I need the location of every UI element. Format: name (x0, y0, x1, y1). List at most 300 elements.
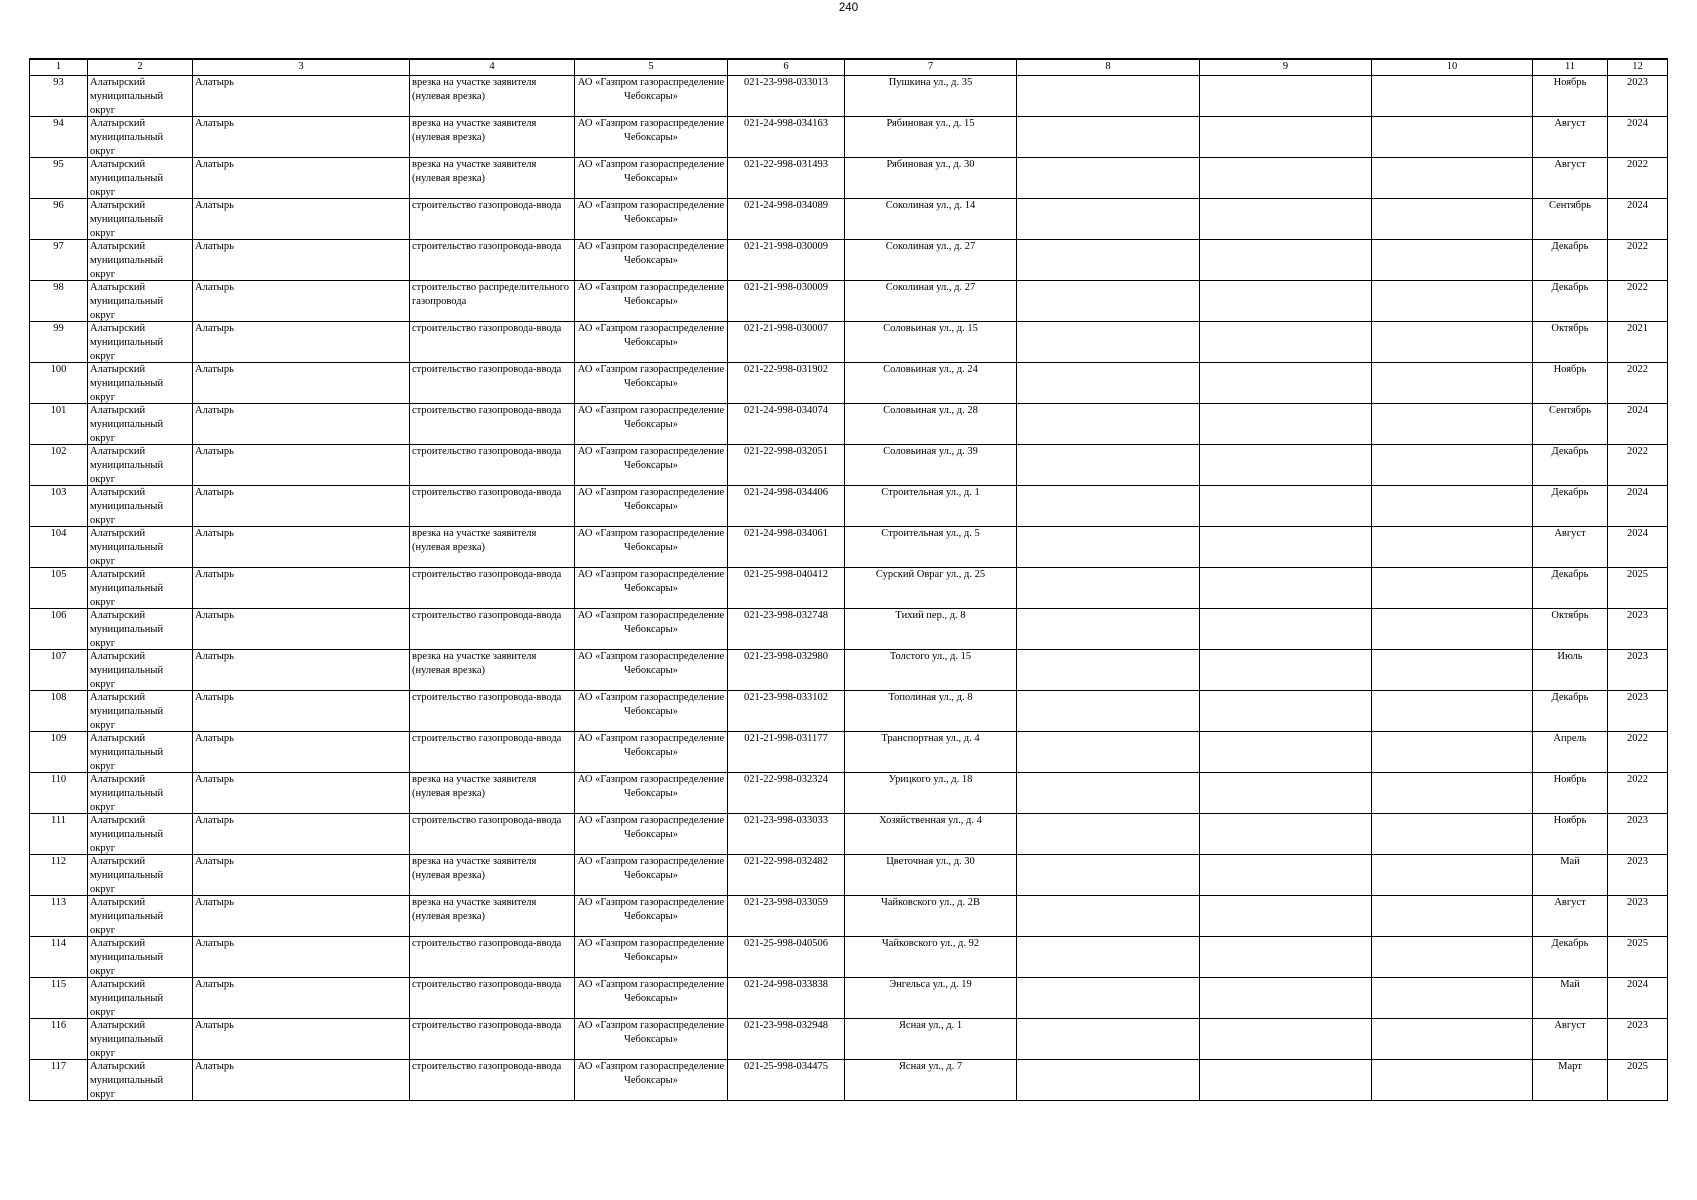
organization-cell-text: АО «Газпром газораспределение Чебоксары» (577, 569, 725, 594)
address-cell (845, 240, 1017, 281)
work-type-cell-text: врезка на участке заявителя (нулевая врезка) (412, 651, 537, 676)
address-cell-text: Тополиная ул., д. 8 (888, 692, 973, 703)
organization-cell (575, 445, 728, 486)
table-row (30, 1019, 1668, 1060)
month-cell (1533, 732, 1608, 773)
table-row (30, 732, 1668, 773)
work-type-cell-text: строительство газопровода-ввода (412, 938, 562, 949)
city-cell (193, 896, 410, 937)
address-cell-text: Строительная ул., д. 1 (881, 487, 980, 498)
city-cell-text: Алатырь (195, 282, 234, 293)
empty-cell-10-text (1374, 240, 1530, 280)
empty-cell-9 (1200, 76, 1372, 117)
row-number-cell-text: 93 (53, 77, 64, 88)
year-cell-text: 2022 (1627, 774, 1648, 785)
empty-cell-8 (1017, 281, 1200, 322)
address-cell-text: Соловьиная ул., д. 15 (883, 323, 978, 334)
district-cell-text: Алатырский муниципальный округ (90, 446, 164, 485)
city-cell (193, 486, 410, 527)
row-number-cell (30, 527, 88, 568)
address-cell-text: Транспортная ул., д. 4 (881, 733, 980, 744)
empty-cell-9 (1200, 937, 1372, 978)
table-row (30, 322, 1668, 363)
empty-cell-8 (1017, 568, 1200, 609)
address-cell (845, 199, 1017, 240)
row-number-cell (30, 978, 88, 1019)
month-cell (1533, 445, 1608, 486)
empty-cell-8-text (1019, 158, 1197, 198)
empty-cell-10-text (1374, 281, 1530, 321)
address-cell-text: Соловьиная ул., д. 24 (883, 364, 978, 375)
empty-cell-10 (1372, 486, 1533, 527)
empty-cell-9-text (1202, 1019, 1369, 1059)
empty-cell-9-text (1202, 527, 1369, 567)
city-cell (193, 650, 410, 691)
empty-cell-9-text (1202, 158, 1369, 198)
empty-cell-10 (1372, 1019, 1533, 1060)
empty-cell-10 (1372, 568, 1533, 609)
row-number-cell-text: 106 (50, 610, 67, 621)
city-cell (193, 1060, 410, 1101)
month-cell (1533, 978, 1608, 1019)
empty-cell-8-text (1019, 773, 1197, 813)
application-code-cell-text: 021-22-998-032482 (744, 856, 828, 867)
work-type-cell-text: строительство газопровода-ввода (412, 323, 562, 334)
city-cell-text: Алатырь (195, 241, 234, 252)
city-cell (193, 732, 410, 773)
empty-cell-8-text (1019, 732, 1197, 772)
year-cell-text: 2024 (1627, 528, 1648, 539)
empty-cell-8-text (1019, 855, 1197, 895)
row-number-cell (30, 445, 88, 486)
month-cell-text: Сентябрь (1548, 200, 1592, 211)
application-code-cell (728, 896, 845, 937)
year-cell (1608, 855, 1668, 896)
city-cell-text: Алатырь (195, 938, 234, 949)
empty-cell-8-text (1019, 1019, 1197, 1059)
empty-cell-10 (1372, 732, 1533, 773)
month-cell-text: Декабрь (1551, 692, 1589, 703)
empty-cell-10 (1372, 937, 1533, 978)
empty-cell-9-text (1202, 855, 1369, 895)
address-cell-text: Ясная ул., д. 7 (898, 1061, 963, 1072)
empty-cell-10-text (1374, 691, 1530, 731)
city-cell (193, 937, 410, 978)
month-cell-text: Май (1560, 979, 1580, 990)
district-cell-text: Алатырский муниципальный округ (90, 774, 164, 813)
work-type-cell (410, 978, 575, 1019)
application-code-cell-text: 021-23-998-033013 (744, 77, 828, 88)
organization-cell (575, 896, 728, 937)
empty-cell-9-text (1202, 76, 1369, 116)
empty-cell-10 (1372, 855, 1533, 896)
organization-cell (575, 568, 728, 609)
month-cell-text: Декабрь (1551, 569, 1589, 580)
table-row (30, 281, 1668, 322)
application-code-cell-text: 021-22-998-031902 (744, 364, 828, 375)
work-type-cell-text: строительство газопровода-ввода (412, 241, 562, 252)
empty-cell-8 (1017, 322, 1200, 363)
column-header: 9 (1200, 59, 1372, 76)
address-cell (845, 732, 1017, 773)
work-type-cell (410, 650, 575, 691)
empty-cell-9 (1200, 281, 1372, 322)
work-type-cell-text: врезка на участке заявителя (нулевая врезка) (412, 118, 537, 143)
application-code-cell (728, 732, 845, 773)
district-cell-text: Алатырский муниципальный округ (90, 528, 164, 567)
city-cell-text: Алатырь (195, 528, 234, 539)
address-cell (845, 609, 1017, 650)
empty-cell-8 (1017, 896, 1200, 937)
organization-cell-text: АО «Газпром газораспределение Чебоксары» (577, 118, 725, 143)
table-row (30, 363, 1668, 404)
empty-cell-10-text (1374, 855, 1530, 895)
application-code-cell-text: 021-24-998-034163 (744, 118, 828, 129)
city-cell (193, 76, 410, 117)
year-cell (1608, 363, 1668, 404)
organization-cell (575, 527, 728, 568)
city-cell-text: Алатырь (195, 610, 234, 621)
organization-cell-text: АО «Газпром газораспределение Чебоксары» (577, 692, 725, 717)
empty-cell-9 (1200, 773, 1372, 814)
work-type-cell (410, 609, 575, 650)
month-cell (1533, 322, 1608, 363)
empty-cell-8-text (1019, 486, 1197, 526)
month-cell (1533, 568, 1608, 609)
work-type-cell (410, 404, 575, 445)
district-cell-text: Алатырский муниципальный округ (90, 856, 164, 895)
empty-cell-9-text (1202, 814, 1369, 854)
organization-cell (575, 281, 728, 322)
district-cell-text: Алатырский муниципальный округ (90, 610, 164, 649)
district-cell (88, 199, 193, 240)
work-type-cell (410, 896, 575, 937)
work-type-cell (410, 363, 575, 404)
empty-cell-8-text (1019, 978, 1197, 1018)
district-cell (88, 281, 193, 322)
month-cell (1533, 486, 1608, 527)
address-cell (845, 650, 1017, 691)
address-cell-text: Цветочная ул., д. 30 (886, 856, 975, 867)
row-number-cell-text: 102 (50, 446, 67, 457)
row-number-cell (30, 568, 88, 609)
work-type-cell (410, 117, 575, 158)
application-code-cell-text: 021-25-998-040506 (744, 938, 828, 949)
year-cell (1608, 158, 1668, 199)
district-cell (88, 404, 193, 445)
month-cell-text: Ноябрь (1553, 815, 1587, 826)
work-type-cell (410, 527, 575, 568)
column-header: 6 (728, 59, 845, 76)
empty-cell-8 (1017, 732, 1200, 773)
year-cell (1608, 814, 1668, 855)
empty-cell-8 (1017, 650, 1200, 691)
city-cell (193, 691, 410, 732)
district-cell-text: Алатырский муниципальный округ (90, 733, 164, 772)
month-cell-text: Апрель (1553, 733, 1587, 744)
year-cell (1608, 732, 1668, 773)
empty-cell-9 (1200, 978, 1372, 1019)
address-cell (845, 1019, 1017, 1060)
work-type-cell (410, 937, 575, 978)
empty-cell-9-text (1202, 322, 1369, 362)
year-cell-text: 2025 (1627, 569, 1648, 580)
work-type-cell-text: строительство газопровода-ввода (412, 733, 562, 744)
empty-cell-10 (1372, 240, 1533, 281)
row-number-cell (30, 322, 88, 363)
column-header: 1 (30, 59, 88, 76)
table-body (30, 76, 1668, 1101)
work-type-cell-text: врезка на участке заявителя (нулевая врезка) (412, 159, 537, 184)
month-cell (1533, 404, 1608, 445)
district-cell (88, 732, 193, 773)
empty-cell-10-text (1374, 937, 1530, 977)
row-number-cell (30, 732, 88, 773)
application-code-cell-text: 021-23-998-032948 (744, 1020, 828, 1031)
month-cell (1533, 855, 1608, 896)
empty-cell-10 (1372, 322, 1533, 363)
empty-cell-8-text (1019, 199, 1197, 239)
city-cell-text: Алатырь (195, 651, 234, 662)
organization-cell-text: АО «Газпром газораспределение Чебоксары» (577, 528, 725, 553)
row-number-cell-text: 108 (50, 692, 67, 703)
district-cell-text: Алатырский муниципальный округ (90, 323, 164, 362)
row-number-cell (30, 609, 88, 650)
empty-cell-10-text (1374, 773, 1530, 813)
application-code-cell-text: 021-24-998-034074 (744, 405, 828, 416)
empty-cell-10-text (1374, 896, 1530, 936)
month-cell-text: Декабрь (1551, 446, 1589, 457)
work-type-cell-text: врезка на участке заявителя (нулевая врезка) (412, 897, 537, 922)
empty-cell-10 (1372, 773, 1533, 814)
address-cell (845, 568, 1017, 609)
district-cell (88, 117, 193, 158)
empty-cell-9-text (1202, 363, 1369, 403)
column-header: 8 (1017, 59, 1200, 76)
address-cell (845, 937, 1017, 978)
city-cell (193, 527, 410, 568)
empty-cell-9-text (1202, 1060, 1369, 1100)
row-number-cell (30, 1019, 88, 1060)
month-cell-text: Ноябрь (1553, 774, 1587, 785)
address-cell (845, 896, 1017, 937)
application-code-cell (728, 117, 845, 158)
empty-cell-10 (1372, 814, 1533, 855)
empty-cell-8 (1017, 937, 1200, 978)
city-cell-text: Алатырь (195, 159, 234, 170)
organization-cell-text: АО «Газпром газораспределение Чебоксары» (577, 979, 725, 1004)
work-type-cell (410, 691, 575, 732)
row-number-cell (30, 937, 88, 978)
organization-cell-text: АО «Газпром газораспределение Чебоксары» (577, 651, 725, 676)
empty-cell-10-text (1374, 814, 1530, 854)
city-cell (193, 978, 410, 1019)
empty-cell-8 (1017, 404, 1200, 445)
empty-cell-10 (1372, 1060, 1533, 1101)
district-cell (88, 609, 193, 650)
application-code-cell-text: 021-21-998-031177 (744, 733, 828, 744)
application-code-cell (728, 1060, 845, 1101)
empty-cell-9-text (1202, 445, 1369, 485)
application-code-cell (728, 486, 845, 527)
empty-cell-8-text (1019, 691, 1197, 731)
application-code-cell (728, 937, 845, 978)
row-number-cell-text: 97 (53, 241, 64, 252)
row-number-cell (30, 281, 88, 322)
month-cell-text: Октябрь (1551, 323, 1589, 334)
organization-cell (575, 650, 728, 691)
work-type-cell-text: врезка на участке заявителя (нулевая врезка) (412, 77, 537, 102)
column-header: 7 (845, 59, 1017, 76)
address-cell (845, 814, 1017, 855)
empty-cell-9-text (1202, 281, 1369, 321)
address-cell (845, 773, 1017, 814)
empty-cell-8 (1017, 1019, 1200, 1060)
organization-cell (575, 1019, 728, 1060)
city-cell (193, 240, 410, 281)
month-cell-text: Декабрь (1551, 487, 1589, 498)
address-cell (845, 404, 1017, 445)
empty-cell-9 (1200, 568, 1372, 609)
address-cell (845, 486, 1017, 527)
empty-cell-8-text (1019, 568, 1197, 608)
work-type-cell (410, 445, 575, 486)
address-cell-text: Рябиновая ул., д. 15 (886, 118, 975, 129)
application-code-cell-text: 021-23-998-033033 (744, 815, 828, 826)
organization-cell-text: АО «Газпром газораспределение Чебоксары» (577, 241, 725, 266)
application-code-cell (728, 773, 845, 814)
month-cell (1533, 281, 1608, 322)
table-row (30, 404, 1668, 445)
organization-cell-text: АО «Газпром газораспределение Чебоксары» (577, 774, 725, 799)
work-type-cell (410, 486, 575, 527)
year-cell-text: 2021 (1627, 323, 1648, 334)
organization-cell-text: АО «Газпром газораспределение Чебоксары» (577, 815, 725, 840)
address-cell (845, 363, 1017, 404)
organization-cell (575, 978, 728, 1019)
work-type-cell-text: строительство газопровода-ввода (412, 815, 562, 826)
application-code-cell (728, 240, 845, 281)
empty-cell-8 (1017, 76, 1200, 117)
table-row (30, 117, 1668, 158)
organization-cell-text: АО «Газпром газораспределение Чебоксары» (577, 897, 725, 922)
row-number-cell (30, 158, 88, 199)
application-code-cell (728, 609, 845, 650)
address-cell (845, 691, 1017, 732)
work-type-cell (410, 240, 575, 281)
organization-cell (575, 486, 728, 527)
empty-cell-10-text (1374, 609, 1530, 649)
empty-cell-9-text (1202, 404, 1369, 444)
registry-table (29, 58, 1668, 1101)
table-row (30, 855, 1668, 896)
table-row (30, 199, 1668, 240)
column-header: 11 (1533, 59, 1608, 76)
row-number-cell-text: 115 (50, 979, 67, 990)
year-cell-text: 2023 (1627, 651, 1648, 662)
month-cell-text: Май (1560, 856, 1580, 867)
address-cell-text: Соколиная ул., д. 14 (885, 200, 976, 211)
address-cell-text: Соловьиная ул., д. 28 (883, 405, 978, 416)
organization-cell (575, 117, 728, 158)
district-cell-text: Алатырский муниципальный округ (90, 1061, 164, 1100)
year-cell (1608, 691, 1668, 732)
empty-cell-8 (1017, 363, 1200, 404)
district-cell (88, 773, 193, 814)
column-header: 2 (88, 59, 193, 76)
row-number-cell (30, 1060, 88, 1101)
city-cell (193, 363, 410, 404)
year-cell-text: 2022 (1627, 446, 1648, 457)
district-cell (88, 896, 193, 937)
city-cell-text: Алатырь (195, 1061, 234, 1072)
city-cell-text: Алатырь (195, 405, 234, 416)
address-cell (845, 322, 1017, 363)
empty-cell-10-text (1374, 1019, 1530, 1059)
application-code-cell (728, 978, 845, 1019)
row-number-cell-text: 109 (50, 733, 67, 744)
organization-cell-text: АО «Газпром газораспределение Чебоксары» (577, 77, 725, 102)
empty-cell-10 (1372, 609, 1533, 650)
empty-cell-9 (1200, 322, 1372, 363)
district-cell-text: Алатырский муниципальный округ (90, 77, 164, 116)
empty-cell-10 (1372, 281, 1533, 322)
month-cell (1533, 158, 1608, 199)
application-code-cell (728, 650, 845, 691)
organization-cell-text: АО «Газпром газораспределение Чебоксары» (577, 323, 725, 348)
empty-cell-8-text (1019, 896, 1197, 936)
row-number-cell (30, 650, 88, 691)
empty-cell-9 (1200, 650, 1372, 691)
district-cell-text: Алатырский муниципальный округ (90, 405, 164, 444)
application-code-cell (728, 814, 845, 855)
work-type-cell-text: врезка на участке заявителя (нулевая врезка) (412, 856, 537, 881)
organization-cell-text: АО «Газпром газораспределение Чебоксары» (577, 1020, 725, 1045)
address-cell (845, 527, 1017, 568)
organization-cell (575, 240, 728, 281)
address-cell-text: Тихий пер., д. 8 (895, 610, 966, 621)
empty-cell-10-text (1374, 1060, 1530, 1100)
empty-cell-10-text (1374, 363, 1530, 403)
application-code-cell (728, 76, 845, 117)
district-cell-text: Алатырский муниципальный округ (90, 118, 164, 157)
empty-cell-10 (1372, 404, 1533, 445)
year-cell-text: 2024 (1627, 200, 1648, 211)
year-cell (1608, 609, 1668, 650)
month-cell (1533, 691, 1608, 732)
district-cell-text: Алатырский муниципальный округ (90, 282, 164, 321)
empty-cell-10 (1372, 117, 1533, 158)
city-cell (193, 814, 410, 855)
row-number-cell-text: 100 (50, 364, 67, 375)
organization-cell-text: АО «Газпром газораспределение Чебоксары» (577, 938, 725, 963)
column-header: 10 (1372, 59, 1533, 76)
district-cell (88, 240, 193, 281)
month-cell (1533, 937, 1608, 978)
city-cell-text: Алатырь (195, 856, 234, 867)
column-header: 5 (575, 59, 728, 76)
district-cell (88, 855, 193, 896)
month-cell (1533, 240, 1608, 281)
year-cell (1608, 896, 1668, 937)
empty-cell-9-text (1202, 691, 1369, 731)
month-cell (1533, 117, 1608, 158)
year-cell (1608, 1060, 1668, 1101)
month-cell (1533, 1060, 1608, 1101)
organization-cell (575, 158, 728, 199)
row-number-cell (30, 240, 88, 281)
application-code-cell (728, 855, 845, 896)
